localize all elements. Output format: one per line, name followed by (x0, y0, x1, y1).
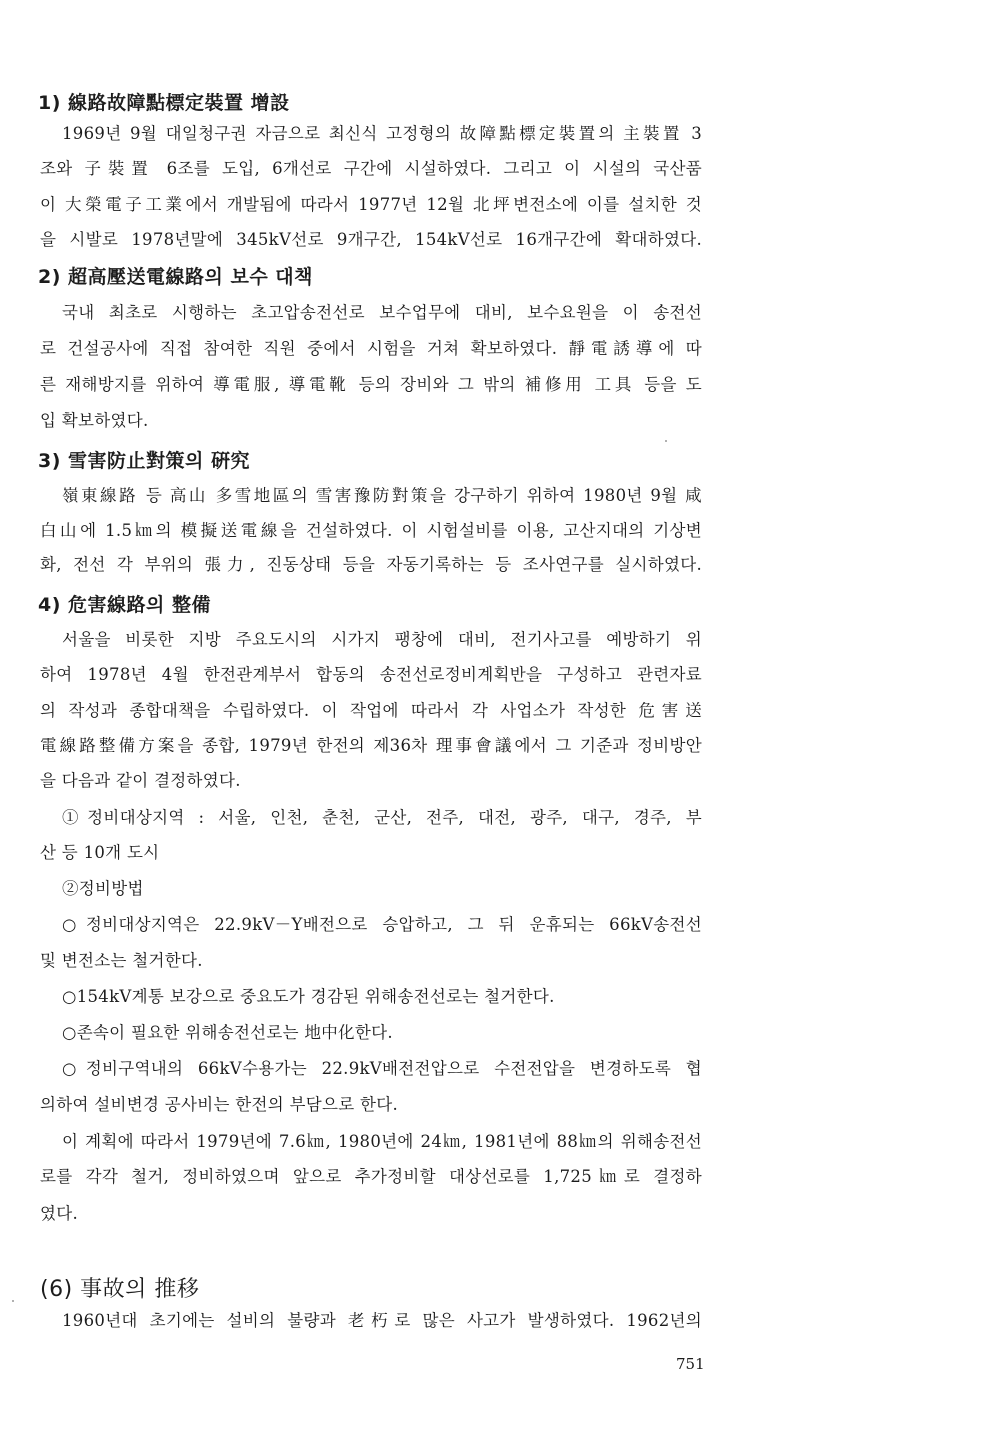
paragraph-line: 로를 각각 철거, 정비하였으며 앞으로 추가정비할 대상선로를 1,725㎞로 결정하 (40, 1167, 702, 1186)
bullet-item: ○존속이 필요한 위해송전선로는 地中化한다. (62, 1023, 393, 1042)
bullet-item: ○정비대상지역은 22.9kV－Y배전으로 승압하고, 그 뒤 운휴되는 66kV송전선 (62, 915, 702, 934)
section-heading-1: 1) 線路故障點標定裝置 增設 (38, 92, 290, 114)
paragraph-line: 른 재해방지를 위하여 導電服, 導電靴 등의 장비와 그 밖의 補修用 工具 등을 도 (40, 375, 702, 394)
paragraph-line: 을 다음과 같이 결정하였다. (40, 771, 241, 790)
paragraph-line: 로 건설공사에 직접 참여한 직원 중에서 시험을 거쳐 확보하였다. 靜電誘導에 따 (40, 339, 702, 358)
scan-speck (12, 1300, 14, 1302)
paragraph-line: 이 大榮電子工業에서 개발됨에 따라서 1977년 12월 北坪변전소에 이를 설치한 것 (40, 195, 702, 214)
paragraph-line: 1969년 9월 대일청구권 자금으로 최신식 고정형의 故障點標定裝置의 主裝置 3 (62, 124, 702, 143)
paragraph-line: 하여 1978년 4월 한전관계부서 합동의 송전선로정비계획반을 구성하고 관련자료 (40, 665, 702, 684)
list-item: ②정비방법 (62, 879, 144, 898)
scan-speck (665, 440, 667, 442)
chapter-heading: (6) 事故의 推移 (40, 1277, 200, 1302)
bullet-item: ○정비구역내의 66kV수용가는 22.9kV배전전압으로 수전전압을 변경하도록 협 (62, 1059, 702, 1078)
paragraph-line: 이 계획에 따라서 1979년에 7.6㎞, 1980년에 24㎞, 1981년에 88㎞의 위해송전선 (62, 1132, 702, 1151)
list-item: ①정비대상지역 : 서울, 인천, 춘천, 군산, 전주, 대전, 광주, 대구, 경주, 부 (62, 808, 702, 827)
paragraph-line: 白山에 1.5㎞의 模擬送電線을 건설하였다. 이 시험설비를 이용, 고산지대의 기상변 (40, 521, 702, 540)
section-heading-3: 3) 雪害防止對策의 硏究 (38, 450, 250, 472)
list-item-continuation: 산 등 10개 도시 (40, 843, 160, 862)
paragraph-line: 국내 최초로 시행하는 초고압송전선로 보수업무에 대비, 보수요원을 이 송전선 (62, 303, 702, 322)
paragraph-line: 1960년대 초기에는 설비의 불량과 老朽로 많은 사고가 발생하였다. 1962년의 (62, 1311, 702, 1330)
paragraph-line: 화, 전선 각 부위의 張力, 진동상태 등을 자동기록하는 등 조사연구를 실시하였다. (40, 555, 702, 574)
page-number: 751 (676, 1355, 705, 1373)
section-heading-4: 4) 危害線路의 整備 (38, 594, 211, 616)
paragraph-line: 였다. (40, 1204, 79, 1223)
paragraph-line: 을 시발로 1978년말에 345kV선로 9개구간, 154kV선로 16개구간에 확대하였다. (40, 230, 702, 249)
bullet-item-continuation: 및 변전소는 철거한다. (40, 951, 203, 970)
paragraph-line: 의 작성과 종합대책을 수립하였다. 이 작업에 따라서 각 사업소가 작성한 危害送 (40, 701, 702, 720)
section-heading-2: 2) 超高壓送電線路의 보수 대책 (38, 266, 314, 288)
bullet-item: ○154kV계통 보강으로 중요도가 경감된 위해송전선로는 철거한다. (62, 987, 555, 1006)
paragraph-line: 電線路整備方案을 종합, 1979년 한전의 제36차 理事會議에서 그 기준과 정비방안 (40, 736, 702, 755)
paragraph-line: 조와 子裝置 6조를 도입, 6개선로 구간에 시설하였다. 그리고 이 시설의 국산품 (40, 159, 702, 178)
paragraph-line: 嶺東線路 등 高山 多雪地區의 雪害豫防對策을 강구하기 위하여 1980년 9월 咸 (62, 486, 702, 505)
paragraph-line: 입 확보하였다. (40, 411, 149, 430)
paragraph-line: 서울을 비롯한 지방 주요도시의 시가지 팽창에 대비, 전기사고를 예방하기 위 (62, 630, 702, 649)
bullet-item-continuation: 의하여 설비변경 공사비는 한전의 부담으로 한다. (40, 1095, 399, 1114)
